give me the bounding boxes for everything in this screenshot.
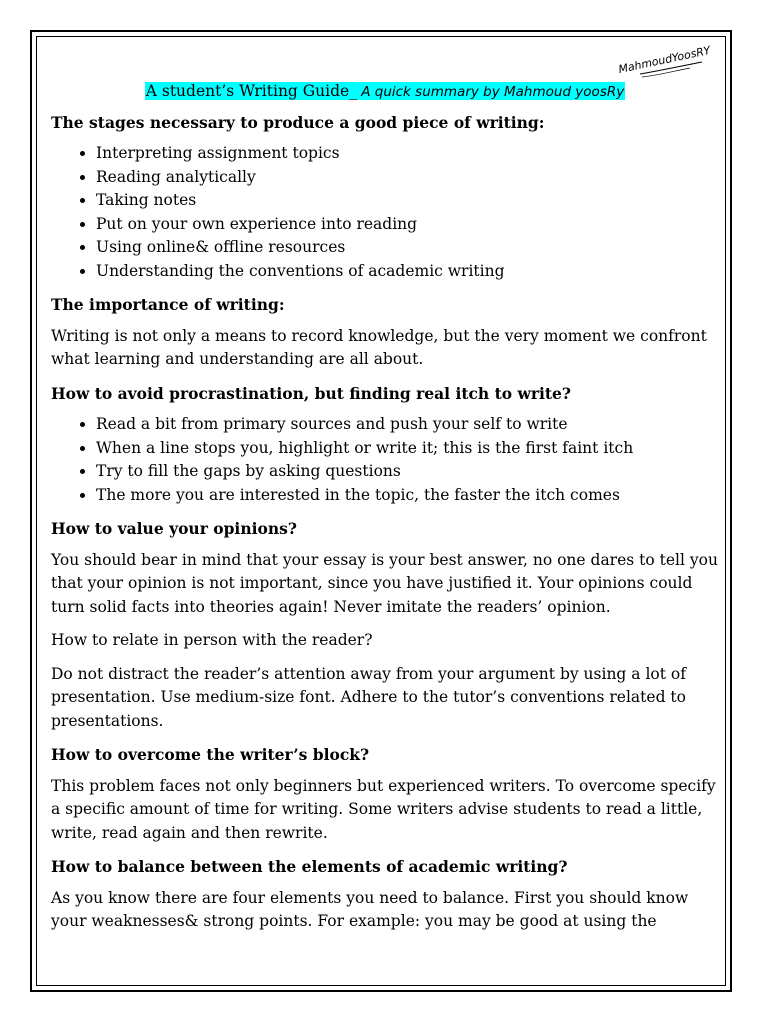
list-item: • Put on your own experience into reading [96, 213, 719, 237]
title-highlight [145, 82, 625, 100]
list-item: • Taking notes [96, 189, 719, 213]
paragraph-balance: As you know there are four elements you need to balance. First you should know your weaknesses& strong points. For example: you may be good at using the [51, 888, 689, 930]
title-subtitle: A quick summary by Mahmoud yoosRy [356, 84, 625, 100]
list-item: • When a line stops you, highlight or write it; this is the first faint itch [96, 437, 719, 461]
procrastination-list [51, 413, 719, 507]
stages-list [51, 142, 719, 283]
paragraph-opinions: You should bear in mind that your essay is your best answer, no one dares to tell you that your opinion is not important, since you have justified it. Your opinions could turn solid facts into theories again! Never imitate the readers’ opinion. [51, 550, 718, 616]
heading-balance: How to balance between the elements of academic writing? [51, 857, 568, 876]
paragraph-importance: Writing is not only a means to record knowledge, but the very moment we confront what learning and understanding are all about. [51, 326, 707, 368]
heading-writers-block: How to overcome the writer’s block? [51, 745, 370, 764]
paragraph-relate-reader: Do not distract the reader’s attention away from your argument by using a lot of presentation. Use medium-size font. Adhere to the tutor’s conventions related to presentations. [51, 664, 686, 730]
list-item: • Read a bit from primary sources and push your self to write [96, 413, 719, 437]
list-item: • Try to fill the gaps by asking questions [96, 460, 719, 484]
heading-opinions: How to value your opinions? [51, 519, 297, 538]
question-relate-reader: How to relate in person with the reader? [51, 631, 373, 649]
document-title [51, 80, 719, 105]
list-item: • Interpreting assignment topics [96, 142, 719, 166]
heading-stages: The stages necessary to produce a good piece of writing: [51, 112, 545, 132]
paragraph-writers-block: This problem faces not only beginners but experienced writers. To overcome specify a specific amount of time for writing. Some writers advise students to read a little, write, read again and then rewrite. [51, 776, 716, 842]
list-item: • The more you are interested in the topic, the faster the itch comes [96, 484, 719, 508]
list-item: • Reading analytically [96, 166, 719, 190]
heading-procrastination: How to avoid procrastination, but finding real itch to write? [51, 383, 571, 403]
list-item: • Understanding the conventions of academic writing [96, 260, 719, 284]
signature [612, 42, 712, 82]
signature-text: MahmoudYoosRY [617, 43, 712, 77]
heading-importance: The importance of writing: [51, 295, 285, 314]
document-body [51, 80, 719, 944]
title-main: A student’s Writing Guide_ [145, 82, 357, 100]
list-item: • Using online& offline resources [96, 236, 719, 260]
